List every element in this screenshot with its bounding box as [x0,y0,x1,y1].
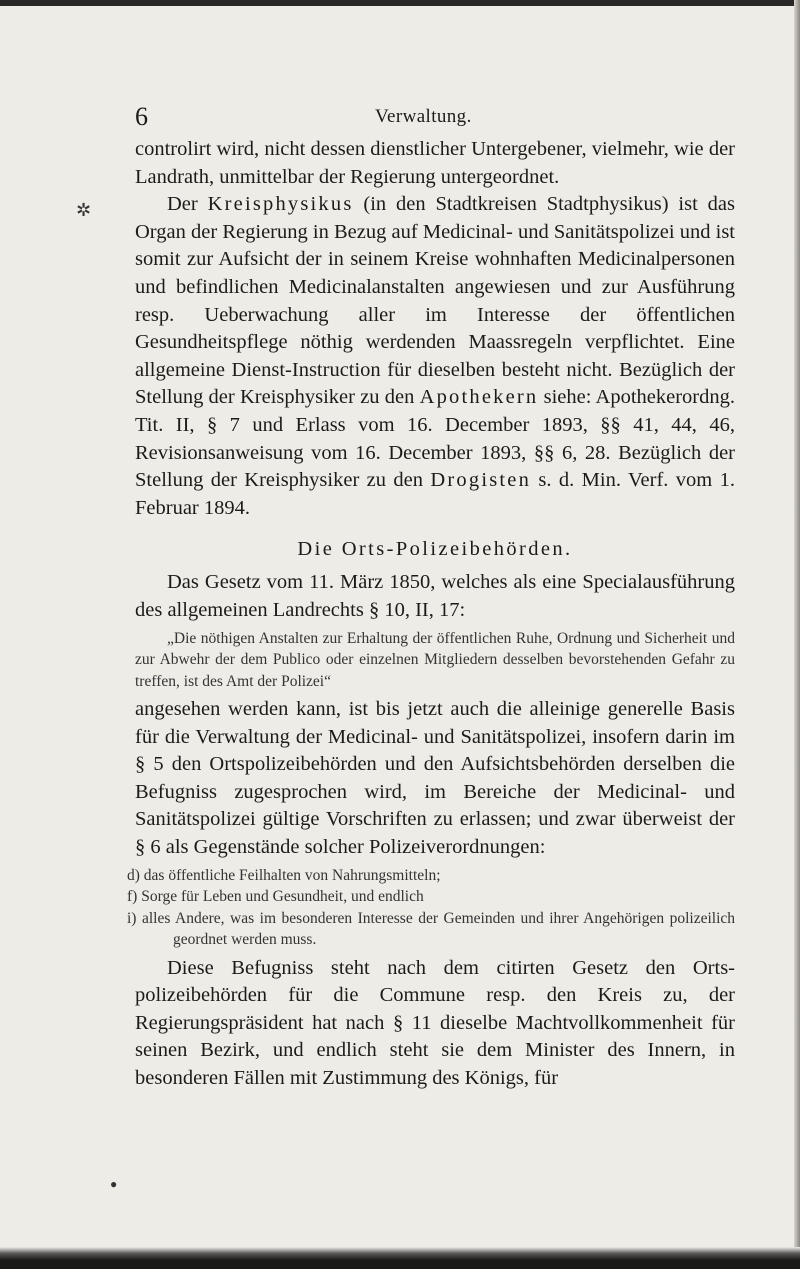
page-number: 6 [135,102,148,131]
ordinance-list [127,865,736,951]
paragraph-2-text-b: (in den Stadtkreisen Stadtphysikus) ist das Organ der Regierung in Bezug auf Medicinal- und Sanitätspolizei und ist somit zur Aufsicht der in seinem Kreise wohnhaften Medicinalpersonen und befindlichen Medicinalanstalten angewiesen und zur Ausführung resp. Ueberwachung aller im Interesse der öffentlichen Gesundheitspflege nöthig werdenden Maassregeln verpflichtet. Eine allgemeine Dienst-Instruction für dieselben besteht nicht. Bezüglich der Stellung der Kreisphysiker zu den [135,193,735,409]
paragraph-5: Diese Befugniss steht nach dem citirten Gesetz den Ortspolizeibehörden für die Commune resp. den Kreis zu, der Regierungspräsident hat nach § 11 dieselbe Machtvollkommenheit für seinen Bezirk, und endlich steht sie dem Minister des Innern, in besonderen Fällen mit Zustimmung des Königs, für [135,956,735,1089]
list-item-label: d) [127,866,140,884]
list-item-text: alles Andere, was im besonderen Interesse der Gemeinden und ihrer Angehörigen polizeilich geordnet werden muss. [141,909,736,949]
list-item [127,908,736,951]
page-bottom-edge [0,1247,800,1269]
list-item-label: f) [127,888,138,906]
emphasis-apothekern: Apothekern [419,386,539,409]
margin-mark-dot: ● [110,1177,118,1191]
document-page [127,102,736,1093]
paragraph-2-text-c: siehe: Apothekerordng. Tit. II, § 7 und Erlass vom 16. December 1893, §§ 41, 44, 46, Revisionsanweisung vom 16. December 1893, §§ 6, 28. Bezüglich der Stellung der Kreisphysiker zu den [135,386,735,492]
list-item-text: Sorge für Leben und Gesundheit, und endlich [141,888,424,906]
emphasis-drogisten: Drogisten [430,469,532,492]
page-header [135,102,735,136]
list-item-label: i) [127,909,137,927]
paragraph-2 [135,191,735,522]
list-item-text: das öffentliche Feilhalten von Nahrungsmitteln; [143,866,441,884]
running-title: Verwaltung. [375,106,472,127]
list-item [127,865,735,887]
margin-mark-asterisk: ✲ [76,200,92,220]
paragraph-4: angesehen werden kann, ist bis jetzt auch die alleinige generelle Basis für die Verwaltung der Medicinal- und Sanitätspolizei, insofern darin im § 5 den Ortspolizeibehörden und den Aufsichtsbehörden derselben die Befugniss zugesprochen wird, im Bereiche der Medicinal- und Sanitätspolizei gültige Vorschriften zu erlassen; und zwar überweist der § 6 als Gegenstände solcher Polizeiverordnungen: [135,698,735,858]
list-item [127,886,735,908]
law-quotation: „Die nöthigen Anstalten zur Erhaltung der öffentlichen Ruhe, Ordnung und Sicherheit und zur Abwehr der dem Publico oder einzelnen Mitgliedern desselben bevorstehenden Gefahr zu treffen, ist des Amt der Polizei“ [135,629,735,690]
paragraph-1: controlirt wird, nicht dessen dienstlicher Untergebener, vielmehr, wie der Landrath, unmittelbar der Regierung untergeordnet. [135,138,735,188]
section-heading: Die Orts-Polizeibehörden. [297,538,573,561]
emphasis-kreisphysikus: Kreisphysikus [207,193,354,216]
page-right-edge [794,0,800,1269]
paragraph-2-text-a: Der [167,193,208,216]
page-top-edge [0,0,800,6]
paragraph-3: Das Gesetz vom 11. März 1850, welches als eine Specialausführung des allgemeinen Landrechts § 10, II, 17: [135,571,735,621]
paragraph-2-text-d: s. d. Min. Verf. vom 1. Februar 1894. [135,469,735,519]
